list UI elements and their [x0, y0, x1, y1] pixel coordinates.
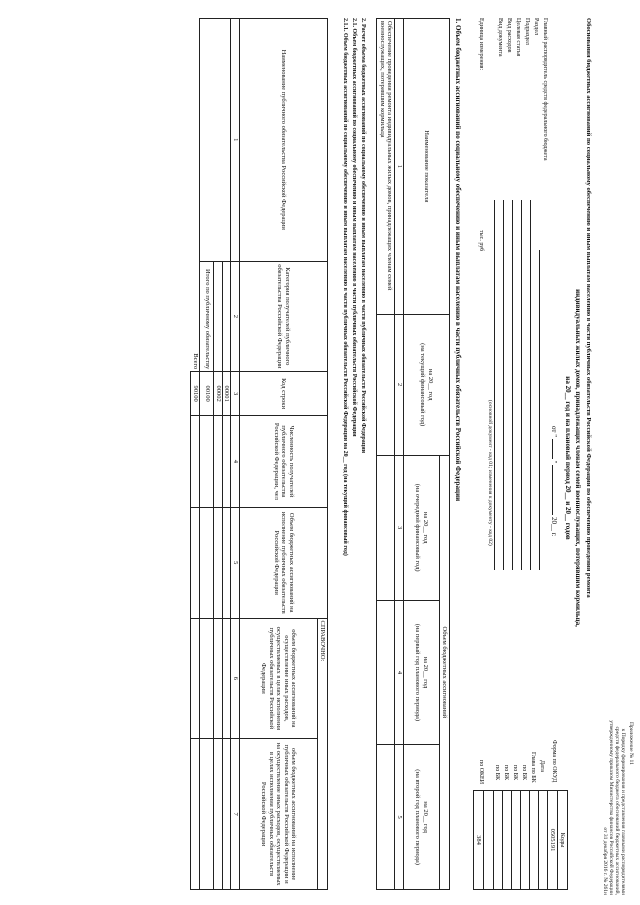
- okei-value: 384: [474, 791, 484, 890]
- form-title-line-3: на 20__ год и на плановый период 20__ и 20__ годов: [564, 376, 572, 540]
- field-underline: [512, 200, 513, 570]
- s1-col-second: на 20__ год (на второй год планового периода): [404, 745, 440, 890]
- s1-col-name: Наименование показателя: [404, 19, 450, 315]
- bk-label-4: по БК: [494, 765, 500, 781]
- s1-cell: [377, 455, 395, 600]
- s2-num-6: 6: [231, 618, 240, 739]
- s2-cell: [191, 415, 200, 507]
- s1-num-5: 5: [395, 745, 404, 890]
- s2-grand-total-label: Всего: [191, 19, 200, 372]
- s2-col-row-code: Код строки: [240, 372, 328, 416]
- s1-num-3: 3: [395, 455, 404, 600]
- section-2-table: [191, 18, 329, 890]
- s2-cell: [191, 739, 200, 890]
- code-cell-bk: [494, 791, 503, 890]
- codes-table: [473, 790, 568, 890]
- section-2-title: 2. Расчет объема бюджетных ассигнований по социальному обеспечению и иным выплатам населению в части публичных обязательств Российской Федерации: [360, 18, 366, 454]
- s1-col-first: на 20__ год (на первый год планового периода): [404, 600, 440, 745]
- s2-num-5: 5: [231, 507, 240, 618]
- s2-cell: [200, 507, 214, 618]
- document-code-note: (основной документ - код 01; изменения к документу - код 02): [487, 400, 493, 546]
- code-cell-bk: [530, 791, 539, 890]
- s2-total-label: Итого по публичному обязательству: [200, 261, 214, 372]
- field-underline: [539, 250, 540, 570]
- s2-col-obligation-amount: Объем бюджетных ассигнований на исполнение публичных обязательств Российской Федерации: [240, 507, 328, 618]
- meta-field-chief-administrator: Главный распорядитель средств федерального бюджета: [542, 18, 548, 161]
- section-2-1-title: 2.1. Объем бюджетных ассигнований по социальному обеспечению и иным выплатам населению в части публичных обязательств Российской Федерации: [351, 18, 357, 437]
- s2-num-1: 1: [231, 19, 240, 262]
- code-cell-bk: [512, 791, 521, 890]
- codes-header: Коды: [558, 791, 568, 890]
- field-underline: [521, 200, 522, 570]
- s2-num-4: 4: [231, 415, 240, 507]
- s1-cell: [377, 314, 395, 455]
- s2-cell: [223, 261, 232, 372]
- meta-field-expense-type: Вид расходов: [506, 18, 512, 53]
- s2-cell: [214, 415, 223, 507]
- appendix-line-1: к Порядку формирования и представления главными распорядителями: [620, 728, 626, 895]
- s2-col-recipient-category: Категория получателей публичного обязательства Российской Федерации: [240, 261, 328, 372]
- appendix-line-2: средств федерального бюджета обоснований бюджетных ассигнований,: [614, 726, 620, 895]
- okei-label: по ОКЕИ: [478, 760, 484, 785]
- s2-num-2: 2: [231, 261, 240, 372]
- form-title-line-2: индивидуальных жилых домов, принадлежащих членам семей военнослужащих, потерявшим кормильца,: [574, 289, 582, 627]
- s2-col-total-expenses: объем бюджетных ассигнований на исполнение публичных обязательств Российской Федерации и на осуществление иных расходов, осуществляемых в целях исполнения публичных обязательств Российской Федерации: [240, 739, 318, 890]
- s2-total-code: 00100: [200, 372, 214, 416]
- section-1-table: [377, 18, 451, 890]
- s1-cell: [377, 600, 395, 745]
- date-prefix: от ": [550, 426, 558, 438]
- date-mid: ": [550, 460, 558, 464]
- s2-num-3: 3: [231, 372, 240, 416]
- s2-cell: [200, 739, 214, 890]
- s2-cell: [191, 507, 200, 618]
- s2-cell: [214, 507, 223, 618]
- s2-cell: [200, 415, 214, 507]
- s1-cell: [377, 745, 395, 890]
- bk-label-2: по БК: [512, 765, 518, 781]
- s1-num-4: 4: [395, 600, 404, 745]
- s2-cell: [223, 415, 232, 507]
- unit-value: тыс. руб: [478, 230, 484, 252]
- s1-row-label: Обеспечение проведения ремонта индивидуальных жилых домов, принадлежащих членам семей военнослужащих, потерявшим кормильца: [377, 19, 395, 315]
- s2-cell: [191, 618, 200, 739]
- s2-col-reference-group: СПРАВОЧНО:: [318, 618, 328, 889]
- s2-cell: [223, 739, 232, 890]
- okud-value: 0505191: [548, 791, 558, 890]
- okud-label: Форма по ОКУД: [551, 740, 557, 783]
- date-line: [550, 426, 558, 537]
- section-1-title: 1. Объем бюджетных ассигнований по социальному обеспечению и иным выплатам населению в части публичных обязательств Российской Федерации: [454, 18, 462, 502]
- s2-cell: [200, 618, 214, 739]
- s1-col-current: на 20__ год (на текущий финансовый год): [404, 314, 450, 455]
- field-underline: [530, 200, 531, 570]
- s2-code-1: 00001: [223, 372, 232, 416]
- appendix-number: Приложение № 11: [628, 722, 634, 765]
- code-cell-bk: [503, 791, 512, 890]
- s2-col-other-expenses: объем бюджетных ассигнований на осуществление иных расходов, осуществляемых в целях исполнения публичных обязательств Российской Федерации: [240, 618, 318, 739]
- code-cell-empty: [484, 791, 494, 890]
- appendix-line-4: от 31 декабря 2016 г. № 261н: [602, 827, 608, 895]
- s2-col-recipients-count: Численность получателей публичного обязательства Российской Федерации, чел: [240, 415, 328, 507]
- s2-code-2: 00002: [214, 372, 223, 416]
- appendix-line-3: утвержденному приказом Министерства финансов Российской Федерации: [608, 720, 614, 895]
- bk-chief-label: Глава по БК: [530, 752, 536, 783]
- s2-col-obligation-name: Наименование публичного обязательства Российской Федерации: [240, 19, 328, 262]
- field-underline: [494, 200, 495, 570]
- meta-field-document-type: Вид документа: [497, 18, 503, 57]
- s2-cell: [223, 507, 232, 618]
- s1-col-next: на 20__ год (на очередной финансовый год): [404, 455, 440, 600]
- date-label: Дата: [539, 760, 545, 772]
- form-title-line-1: Обоснования бюджетных ассигнований по социальному обеспечению и иным выплатам населению в части публичных обязательств Российской Федерации по обеспечению проведения ремонта: [585, 18, 592, 598]
- meta-field-section: Раздел: [533, 18, 539, 35]
- meta-field-subsection: Подраздел: [524, 18, 530, 45]
- s2-grand-total-code: 90100: [191, 372, 200, 416]
- s2-cell: [214, 261, 223, 372]
- section-2-1-1-title: 2.1.1. Объем бюджетных ассигнований по социальному обеспечению и иным выплатам населению в части публичных обязательств Российской Федерации на 20__ год (на текущий финансовый год): [342, 18, 348, 556]
- date-suffix: 20__ г.: [550, 516, 558, 537]
- bk-label-3: по БК: [503, 765, 509, 781]
- s2-num-7: 7: [231, 739, 240, 890]
- s2-cell: [223, 618, 232, 739]
- code-cell-date: [539, 791, 548, 890]
- s2-cell: [214, 739, 223, 890]
- s1-col-group: Объем бюджетных ассигнований: [440, 455, 450, 889]
- meta-field-target-article: Целевая статья: [515, 18, 521, 57]
- s1-num-2: 2: [395, 314, 404, 455]
- bk-label-1: по БК: [521, 765, 527, 781]
- field-underline: [503, 200, 504, 570]
- code-cell-bk: [521, 791, 530, 890]
- s2-cell: [214, 618, 223, 739]
- s1-num-1: 1: [395, 19, 404, 315]
- unit-label: Единица измерения:: [478, 18, 484, 71]
- s2-cell-obligation: [200, 19, 231, 262]
